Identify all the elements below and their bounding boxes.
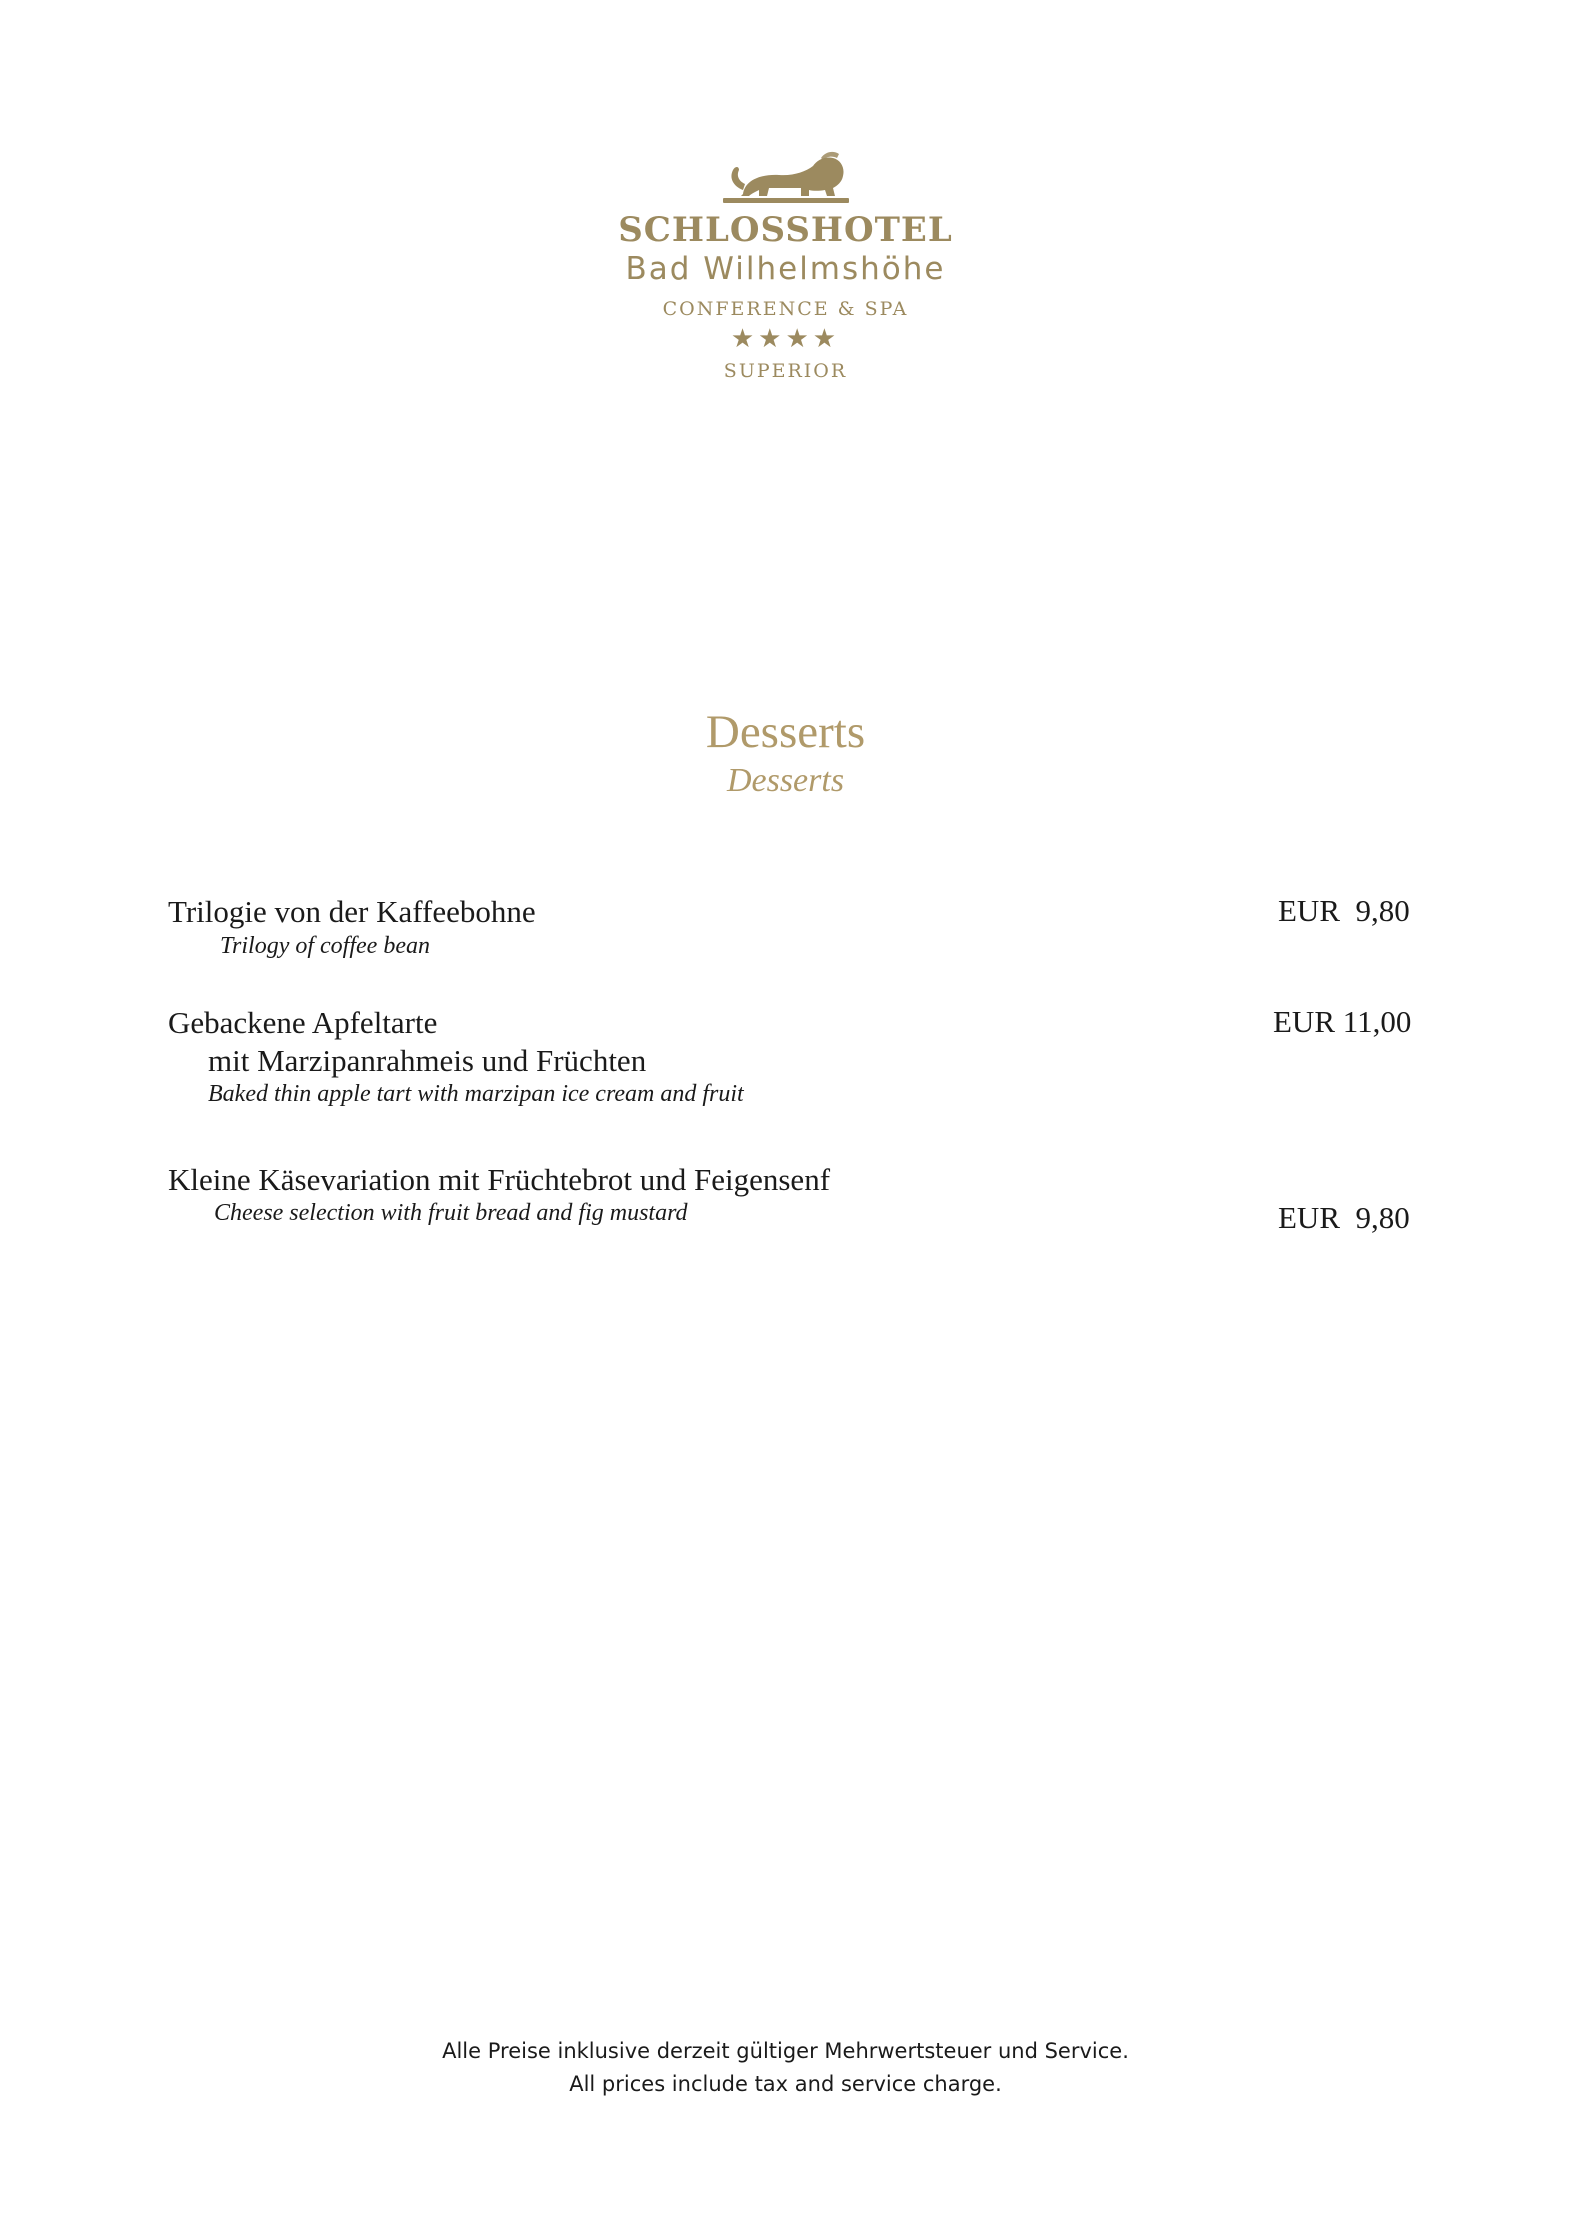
- footer-note: [0, 2035, 1571, 2101]
- menu-item: [168, 1161, 830, 1227]
- menu-item-translation: Baked thin apple tart with marzipan ice cream and fruit: [208, 1081, 744, 1107]
- menu-item-price: EUR 9,80: [1278, 893, 1410, 928]
- menu-item: [168, 1004, 744, 1108]
- section-subtitle: Desserts: [726, 762, 845, 799]
- section-title: Desserts: [705, 706, 866, 758]
- menu-item-name: Trilogie von der Kaffeebohne: [168, 894, 536, 929]
- logo-location: Bad Wilhelmshöhe: [625, 251, 946, 287]
- menu-item-price: EUR 11,00: [1273, 1004, 1412, 1039]
- lion-icon: [721, 150, 851, 206]
- menu-item-price: EUR 9,80: [1278, 1200, 1410, 1235]
- footer-line-en: All prices include tax and service charge.: [569, 2072, 1002, 2096]
- logo-tagline: CONFERENCE & SPA: [662, 298, 909, 320]
- logo-stars: ★★★★: [730, 324, 841, 354]
- menu-item-translation: Trilogy of coffee bean: [220, 933, 430, 959]
- hotel-logo: [0, 150, 1571, 388]
- logo-rating: SUPERIOR: [723, 360, 848, 382]
- footer-line-de: Alle Preise inklusive derzeit gültiger Mehrwertsteuer und Service.: [442, 2039, 1129, 2063]
- menu-item-name: Kleine Käsevariation mit Früchtebrot und Feigensenf: [168, 1162, 831, 1197]
- menu-item-translation: Cheese selection with fruit bread and fig mustard: [214, 1200, 688, 1226]
- menu-item: [168, 893, 536, 960]
- logo-hotel-name: SCHLOSSHOTEL: [618, 210, 953, 250]
- menu-item-name-line2: mit Marzipanrahmeis und Früchten: [208, 1043, 647, 1078]
- menu-item-name: Gebackene Apfeltarte: [168, 1005, 438, 1040]
